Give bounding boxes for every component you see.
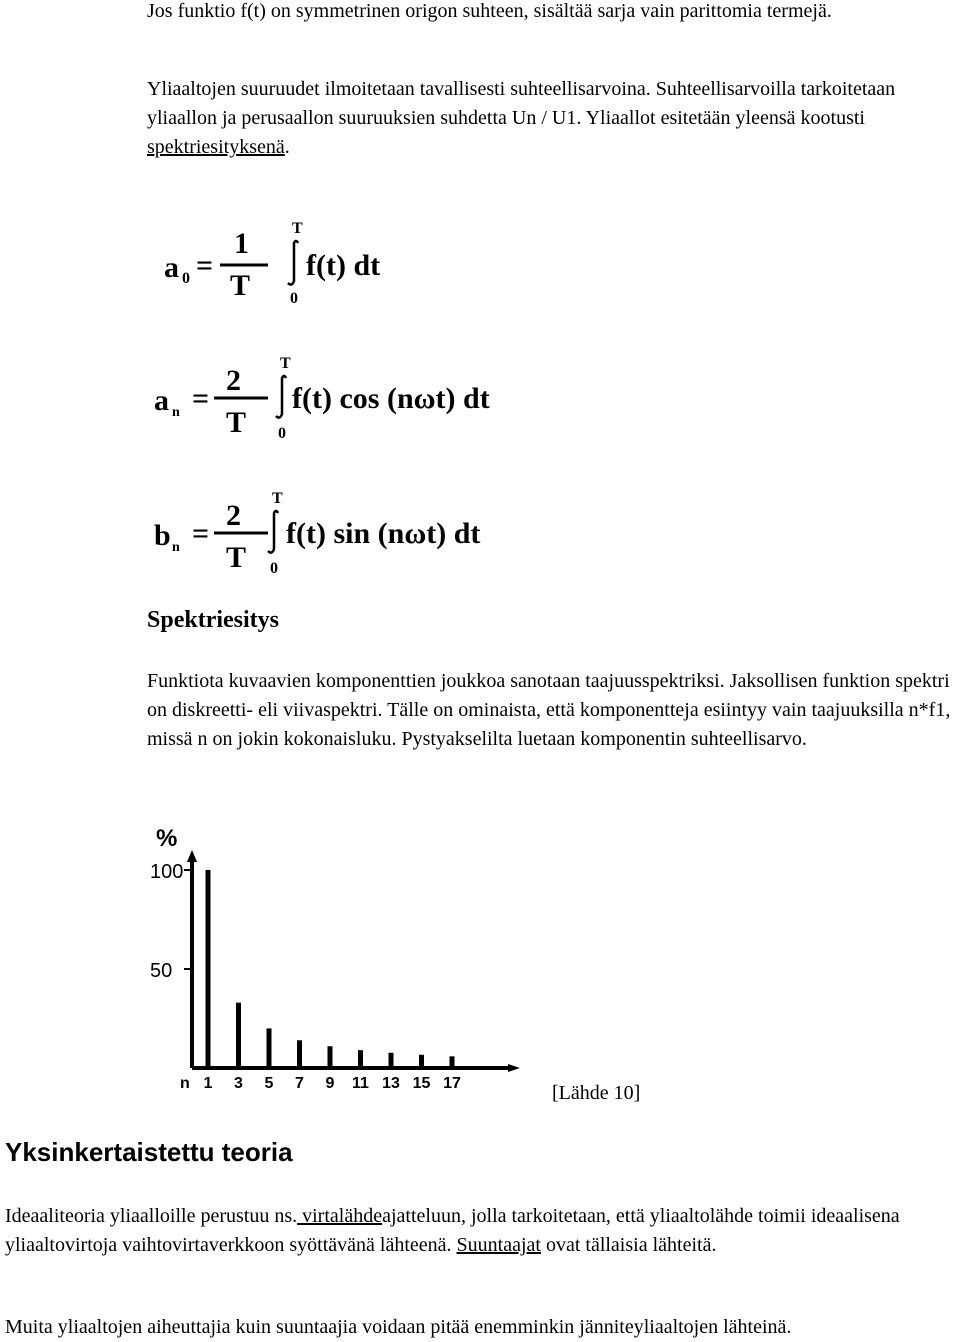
integral-icon bbox=[268, 511, 278, 553]
spectrum-chart bbox=[140, 820, 540, 1095]
x-tick-label: 5 bbox=[264, 1075, 274, 1092]
integral-icon bbox=[276, 376, 286, 418]
harmonics-end: . bbox=[284, 136, 290, 158]
integral-icon bbox=[288, 241, 298, 285]
formula-a0-num: 1 bbox=[234, 227, 249, 260]
formula-a0-upper: T bbox=[292, 220, 303, 237]
formula-bn-sub: n bbox=[172, 540, 180, 555]
formula-an-upper: T bbox=[280, 355, 291, 372]
x-tick-label: 3 bbox=[234, 1075, 243, 1092]
spectrum-link[interactable]: spektriesityksenä bbox=[147, 136, 285, 158]
spectrum-bar bbox=[236, 1003, 241, 1068]
y-tick-label: 100 bbox=[150, 861, 184, 883]
y-axis-arrow-icon bbox=[187, 850, 197, 862]
voltage-harmonics-paragraph: Muita yliaaltojen aiheuttajia kuin suuntaajia voidaan pitää enemminkin jänniteyliaaltojen lähteinä. bbox=[5, 1316, 792, 1338]
spectrum-bar bbox=[297, 1040, 302, 1068]
formula-an-lower: 0 bbox=[278, 425, 286, 442]
theory-text-a: Ideaaliteoria yliaalloille perustuu ns. bbox=[5, 1205, 298, 1227]
current-source-link[interactable]: virtalähde bbox=[297, 1205, 383, 1227]
chart-x-labels bbox=[180, 1075, 461, 1092]
svg-text:=: = bbox=[192, 382, 210, 415]
x-tick-label: 1 bbox=[203, 1075, 213, 1092]
spectrum-heading: Spektriesitys bbox=[147, 607, 279, 633]
spectrum-bar bbox=[328, 1046, 333, 1068]
spectrum-bar bbox=[206, 870, 211, 1068]
spectrum-bar bbox=[450, 1056, 455, 1068]
formula-an-sub: n bbox=[172, 405, 180, 420]
svg-text:=: = bbox=[196, 249, 214, 282]
theory-paragraph bbox=[5, 1202, 960, 1260]
formula-bn-upper: T bbox=[272, 490, 283, 507]
odd-terms-paragraph: Jos funktio f(t) on symmetrinen origon suhteen, sisältää sarja vain parittomia termejä. bbox=[147, 0, 832, 22]
y-tick-label: 50 bbox=[150, 960, 173, 982]
formula-bn-num: 2 bbox=[226, 499, 241, 532]
formula-an-lhs: a bbox=[154, 384, 169, 417]
spectrum-bar bbox=[419, 1055, 424, 1068]
formula-a0-sub: 0 bbox=[182, 270, 190, 287]
formula-an-den: T bbox=[226, 406, 247, 439]
x-tick-label: 15 bbox=[412, 1075, 431, 1092]
formula-bn-body: f(t) sin (nωt) dt bbox=[286, 517, 481, 550]
formula-bn-lhs: b bbox=[154, 519, 171, 552]
spectrum-paragraph: Funktiota kuvaavien komponenttien joukkoa sanotaan taajuusspektriksi. Jaksollisen funktion spektri on diskreetti- eli viivaspektri. Tälle on ominaista, että komponentteja esiintyy vain taajuuksilla n*f1, missä n on jokin kokonaisluku. Pystyakselilta luetaan komponentin suhteellisarvo. bbox=[147, 670, 951, 750]
spectrum-bar bbox=[358, 1050, 363, 1068]
x-tick-label: 9 bbox=[325, 1075, 335, 1092]
formula-a0-lhs: a bbox=[164, 251, 179, 284]
spectrum-bar bbox=[389, 1053, 394, 1068]
svg-text:=: = bbox=[192, 517, 210, 550]
harmonics-paragraph bbox=[147, 75, 937, 162]
x-tick-label: 11 bbox=[352, 1075, 369, 1092]
x-tick-label: 17 bbox=[443, 1075, 461, 1092]
rectifiers-link[interactable]: Suuntaajat bbox=[456, 1234, 541, 1256]
formula-bn bbox=[150, 485, 550, 580]
source-citation: [Lähde 10] bbox=[552, 1082, 641, 1104]
formula-a0 bbox=[160, 215, 420, 310]
x-axis-label: n bbox=[180, 1075, 190, 1092]
x-axis-arrow-icon bbox=[508, 1064, 520, 1072]
formula-an-body: f(t) cos (nωt) dt bbox=[292, 382, 490, 415]
harmonics-text: Yliaaltojen suuruudet ilmoitetaan tavallisesti suhteellisarvoina. Suhteellisarvoilla tarkoitetaan yliaallon ja perusaallon suuruuksien suhdetta Un / U1. Yliaallot esitetään yleensä kootusti bbox=[147, 78, 896, 129]
formula-a0-lower: 0 bbox=[290, 290, 298, 307]
formula-an bbox=[150, 350, 550, 445]
chart-ticks bbox=[150, 861, 192, 982]
formula-a0-body: f(t) dt bbox=[306, 249, 381, 282]
theory-heading: Yksinkertaistettu teoria bbox=[5, 1137, 293, 1167]
formula-a0-den: T bbox=[230, 269, 251, 302]
chart-bars bbox=[206, 870, 455, 1068]
theory-text-b: ajatteluun, jolla tarkoitetaan, että yliaaltolähde toimii ideaalisena yliaaltovirtoja vaihtovirtaverkkoon syöttävänä lähteenä. bbox=[5, 1205, 900, 1256]
formula-bn-lower: 0 bbox=[270, 560, 278, 577]
theory-text-c: ovat tällaisia lähteitä. bbox=[540, 1234, 717, 1256]
y-axis-label: % bbox=[156, 825, 178, 852]
formula-bn-den: T bbox=[226, 541, 247, 574]
formula-an-num: 2 bbox=[226, 364, 241, 397]
x-tick-label: 7 bbox=[295, 1075, 304, 1092]
x-tick-label: 13 bbox=[382, 1075, 400, 1092]
spectrum-bar bbox=[267, 1028, 272, 1068]
